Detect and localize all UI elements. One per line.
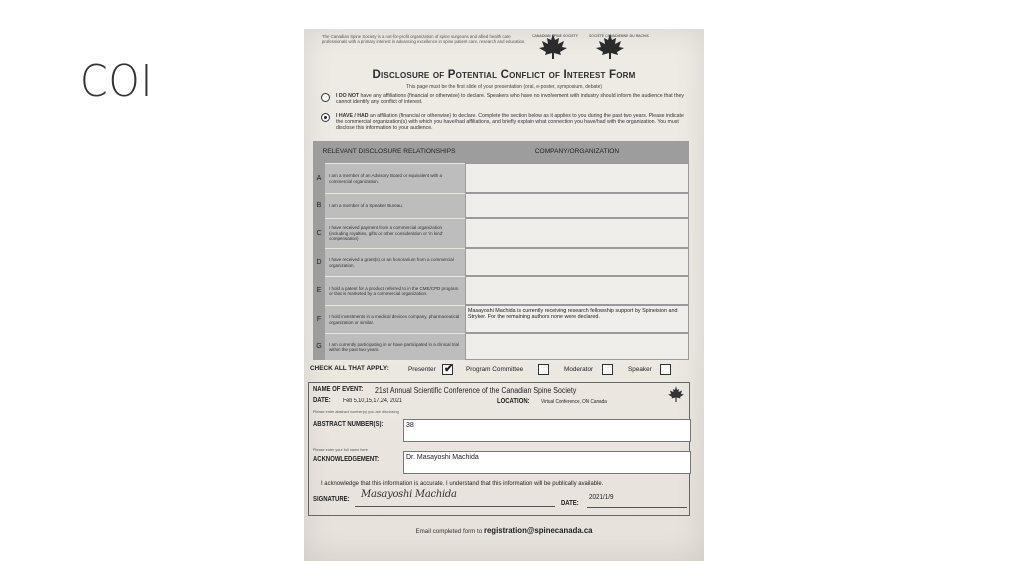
table-row [313,333,689,360]
row-company-field[interactable] [465,333,689,360]
option-do-not-text: have any affiliations (financial or otherwise) to declare. Speakers who have no involvement with industry should inform the audience that they cannot identify any conflict of interest. [336,93,684,106]
row-letter: A [313,163,325,193]
email-address: registration@spinecanada.ca [483,526,593,535]
program-committee-label: Program Committee [466,366,524,373]
table-row [313,218,689,248]
radio-have-had[interactable] [321,113,330,122]
row-letter: E [313,276,325,305]
acknowledgement-label: ACKNOWLEDGEMENT: [313,456,380,463]
disclosure-table [313,141,689,361]
event-section [308,382,690,516]
event-name-label: NAME OF EVENT: [313,386,364,393]
option-do-not-bold: I DO NOT [336,93,360,99]
abstract-hint: Please enter abstract number(s) you are disclosing [313,410,399,414]
row-letter: B [313,193,325,218]
table-row [313,163,689,193]
logo-left-caption: CANADIAN SPINE SOCIETY [532,34,578,38]
presenter-label: Presenter [408,366,436,373]
slide-title: COI [80,56,154,107]
row-company-field[interactable] [465,163,689,193]
signature-handwriting: Masayoshi Machida [361,489,457,500]
ack-hint: Please enter your full name here [313,448,368,452]
event-location-label: LOCATION: [497,398,530,405]
moderator-checkbox[interactable] [602,364,613,375]
speaker-label: Speaker [628,366,652,373]
row-letter: G [313,333,325,360]
acknowledgement-statement: I acknowledge that this information is accurate. I understand that this information will be publically available. [321,480,604,487]
event-location-value: Virtual Conference, ON Canada [541,399,607,405]
event-date-label: DATE: [313,397,331,404]
check-all-label: CHECK ALL THAT APPLY: [310,365,389,372]
maple-leaf-logo-left [530,31,576,61]
option-have-had-bold: I HAVE / HAD [336,113,369,119]
logo-right-caption: SOCIÉTÉ CANADIENNE DU RACHIS [589,34,649,38]
row-description: I hold investments in a medical devices company, pharmaceutical organization or similar. [325,305,465,333]
row-company-field[interactable] [465,276,689,305]
table-row [313,248,689,276]
date-value: 2021/1/9 [589,494,614,501]
row-letter: F [313,305,325,333]
program-committee-checkbox[interactable] [538,364,549,375]
abstract-label: ABSTRACT NUMBER(S): [313,421,384,428]
society-header-text: The Canadian Spine Society is a not-for-profit organization of spine surgeons and allied health care professionals with a primary interest in advancing excellence in spine patient care, research and education. [322,34,526,45]
row-letter: C [313,218,325,248]
maple-leaf-icon [665,385,687,403]
row-company-field[interactable] [465,218,689,248]
moderator-label: Moderator [564,366,594,373]
row-company-field[interactable]: Masayoshi Machida is currently receiving research fellowship support by Spineision and Stryker. For the remaining authors none were declared. [465,305,689,333]
form-subtitle: This page must be the first slide of your presentation (oral, e-poster, symposium, debate) [405,84,603,90]
email-prefix: Email completed form to [415,528,483,535]
row-description: I have received payment from a commercial organization (including royalties, gifts or other consideration or 'in kind' compensation) [325,218,465,248]
acknowledgement-field[interactable]: Dr. Masayoshi Machida [403,451,691,474]
row-description: I am a member of a Speaker Bureau. [325,193,465,218]
presenter-checkbox[interactable] [442,364,453,375]
option-have-had-text: an affiliation (financial or otherwise) to declare. Complete the section below as it applies to you during the past two years. Please indicate the commercial organization(s) with which you have/had affiliations, and briefly explain what connection you have/had with the organization. You must disclose this information to your audience. [336,113,684,132]
row-description: I hold a patent for a product referred to in the CME/CPD program or that is marketed by a commercial organization. [325,276,465,305]
signature-line [355,506,555,507]
row-letter: D [313,248,325,276]
row-description: I am a member of an Advisory Board or equivalent with a commercial organization. [325,163,465,193]
row-company-field[interactable] [465,248,689,276]
table-header-relationships: RELEVANT DISCLOSURE RELATIONSHIPS [313,141,465,163]
date-label: DATE: [561,500,579,507]
row-company-field[interactable] [465,193,689,218]
option-do-not [336,93,691,105]
row-description: I have received a grant(s) or an honorarium from a commercial organization. [325,248,465,276]
check-all-row [310,364,700,378]
email-instruction [304,526,704,535]
event-name-value: 21st Annual Scientific Conference of the Canadian Spine Society [375,386,577,395]
table-row [313,193,689,218]
radio-do-not[interactable] [321,93,330,102]
signature-label: SIGNATURE: [313,496,350,503]
event-date-value: Feb 5,10,15,17,24, 2021 [343,398,402,404]
form-photo [304,29,704,561]
date-line [587,507,687,508]
row-description: I am currently participating in or have participated in a clinical trial within the past two years. [325,333,465,360]
speaker-checkbox[interactable] [660,364,671,375]
maple-leaf-logo-right [587,31,649,61]
form-title: Disclosure of Potential Conflict of Interest Form [372,69,636,81]
table-row [313,276,689,305]
checkmark-icon: ✔ [444,363,454,375]
option-have-had [336,113,691,132]
abstract-number-field[interactable]: 38 [403,419,691,442]
table-row [313,305,689,333]
table-header-company: COMPANY/ORGANIZATION [465,141,689,163]
